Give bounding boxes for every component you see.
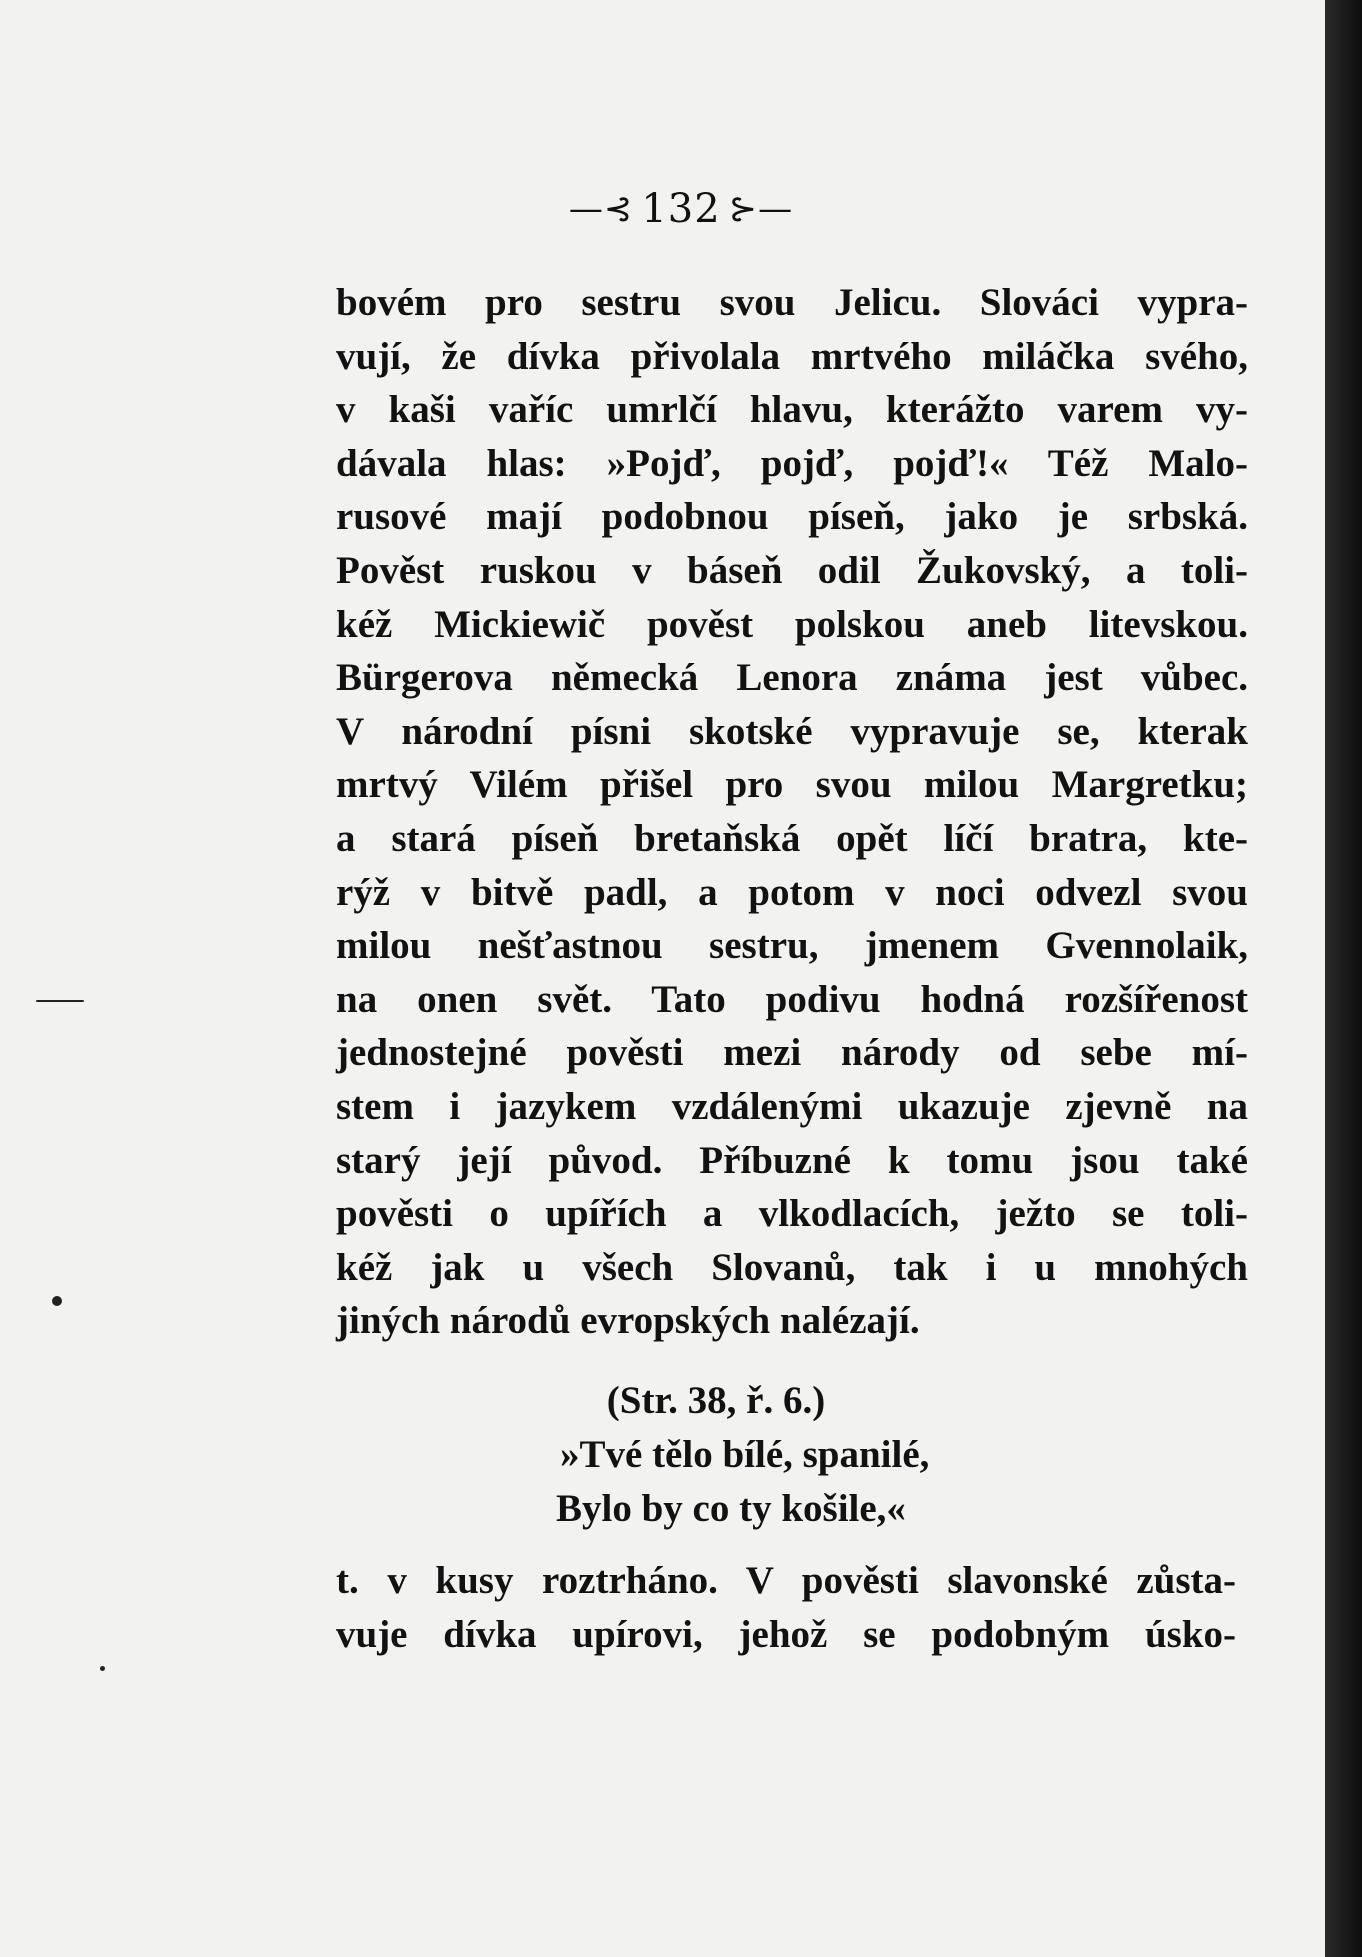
text-line: starý její původ. Příbuzné k tomu jsou také (336, 1138, 1248, 1182)
page-header (0, 186, 1325, 232)
verse-block (0, 1374, 1325, 1536)
text-line: pověsti o upířích a vlkodlacích, ježto se toli- (336, 1192, 1248, 1236)
text-line: Bürgerova německá Lenora známa jest vůbec. (336, 656, 1248, 700)
text-line: milou nešťastnou sestru, jmenem Gvennolaik, (336, 924, 1248, 968)
continuation-paragraph (336, 1554, 1236, 1661)
text-line: rýž v bitvě padl, a potom v noci odvezl svou (336, 870, 1248, 914)
text-line: a stará píseň bretaňská opět líčí bratra, kte- (336, 816, 1248, 860)
left-ornament-icon: —⊰ (568, 189, 634, 229)
binding-edge (1325, 0, 1362, 1957)
text-line: t. v kusy roztrháno. V pověsti slavonské zůsta- (336, 1559, 1236, 1602)
text-line: Pověst ruskou v báseň odil Žukovský, a toli- (336, 548, 1248, 592)
text-line: jednostejné pověsti mezi národy od sebe mí- (336, 1031, 1248, 1075)
text-line: vují, že dívka přivolala mrtvého miláčka svého, (336, 334, 1248, 378)
verse-line: Bylo by co ty košile,« (556, 1487, 906, 1530)
text-line: jiných národů evropských nalézají. (336, 1299, 920, 1343)
text-line: kéž Mickiewič pověst polskou aneb litevskou. (336, 602, 1248, 646)
main-paragraph (336, 276, 1248, 1348)
reference-note: (Str. 38, ř. 6.) (606, 1379, 826, 1422)
text-line: V národní písni skotské vypravuje se, kterak (336, 709, 1248, 753)
text-line: mrtvý Vilém přišel pro svou milou Margretku; (336, 763, 1248, 807)
text-line: stem i jazykem vzdálenými ukazuje zjevně na (336, 1084, 1248, 1128)
ink-speck (52, 1296, 62, 1306)
text-line: rusové mají podobnou píseň, jako je srbská. (336, 495, 1248, 539)
ink-mark (36, 1000, 84, 1002)
text-line: kéž jak u všech Slovanů, tak i u mnohých (336, 1245, 1248, 1289)
text-line: dávala hlas: »Pojď, pojď, pojď!« Též Malo- (336, 441, 1248, 485)
text-line: v kaši vaříc umrlčí hlavu, kterážto varem vy- (336, 388, 1248, 432)
verse-line: »Tvé tělo bílé, spanilé, (560, 1433, 930, 1476)
ink-speck (100, 1666, 105, 1671)
right-ornament-icon: ⊱— (728, 189, 794, 229)
text-line: bovém pro sestru svou Jelicu. Slováci vypra- (336, 281, 1248, 324)
text-line: na onen svět. Tato podivu hodná rozšířenost (336, 977, 1248, 1021)
page-number: 132 (641, 186, 721, 232)
text-line: vuje dívka upírovi, jehož se podobným úsko- (336, 1612, 1236, 1656)
